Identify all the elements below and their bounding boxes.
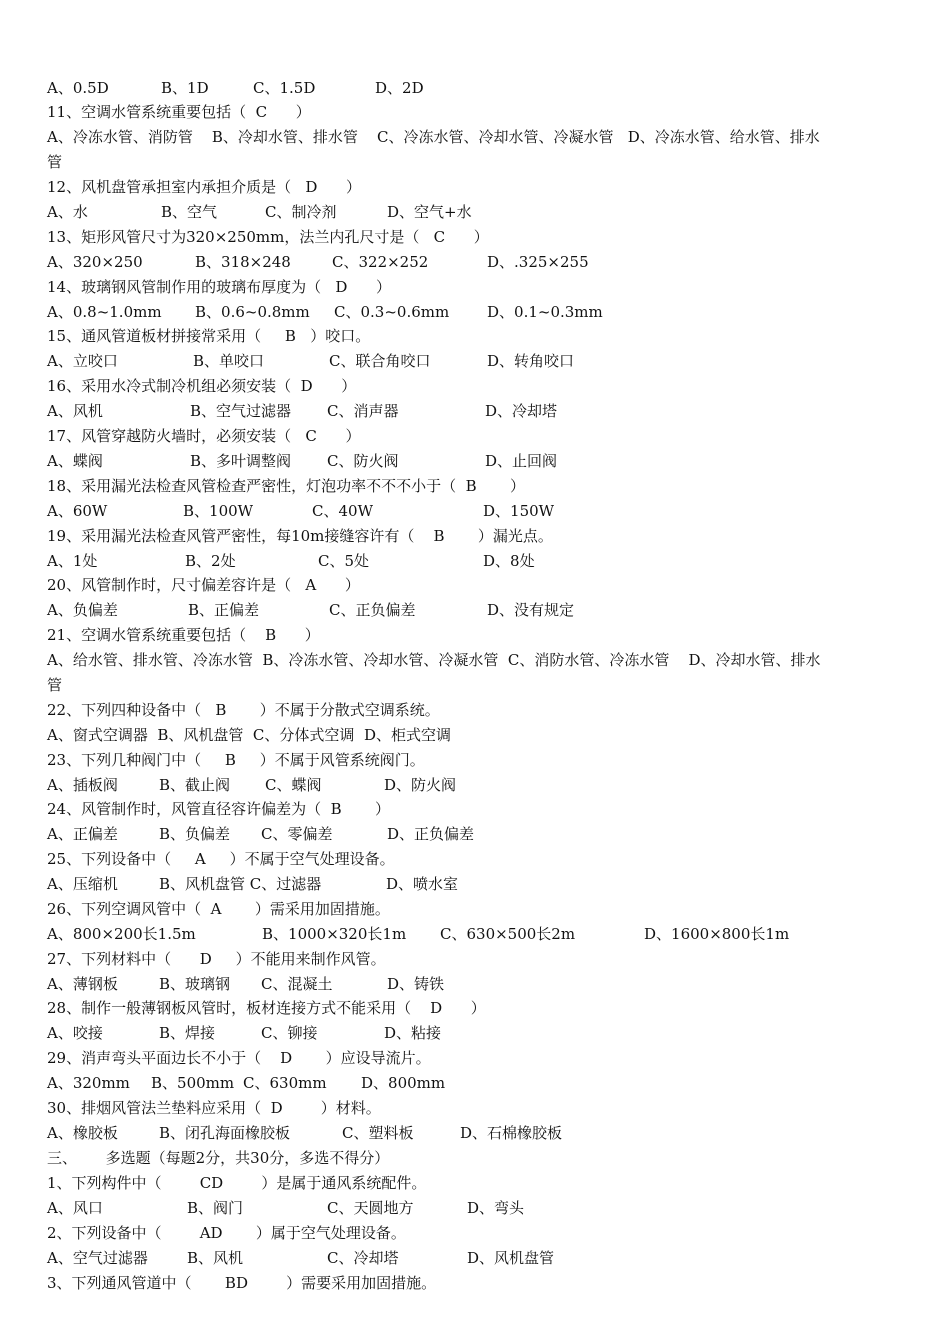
option-text: A、立咬口 — [47, 352, 118, 370]
option-text: A、正偏差 — [47, 825, 118, 843]
option-text: D、.325×255 — [487, 253, 589, 271]
question-text: 1、下列构件中（ CD ）是属于通风系统配件。 — [47, 1174, 427, 1192]
option-text: D、8处 — [483, 552, 535, 570]
question-text: 24、风管制作时，风管直径容许偏差为（ B ） — [47, 800, 391, 818]
text-line: 三、 多选题（每题2分，共30分，多选不得分） — [47, 1149, 390, 1167]
option-text: D、150W — [483, 502, 555, 520]
option-text: A、320mm — [47, 1074, 130, 1092]
option-text: B、空气 — [161, 203, 218, 221]
option-text: C、天圆地方 — [327, 1199, 414, 1217]
option-text: B、多叶调整阀 — [190, 452, 292, 470]
option-text: D、1600×800长1m — [644, 925, 790, 943]
option-text: B、截止阀 — [159, 776, 231, 794]
option-text: B、1D — [161, 79, 209, 97]
option-text: A、0.8~1.0mm — [47, 303, 162, 321]
question-text: 12、风机盘管承担室内承担介质是（ D ） — [47, 178, 362, 196]
question-text: 20、风管制作时，尺寸偏差容许是（ A ） — [47, 576, 360, 594]
question-text: 11、空调水管系统重要包括（ C ） — [47, 103, 311, 121]
question-text: 14、玻璃钢风管制作用的玻璃布厚度为（ D ） — [47, 278, 392, 296]
option-text: C、联合角咬口 — [329, 352, 431, 370]
question-text: 15、通风管道板材拼接常采用（ B ）咬口。 — [47, 327, 371, 345]
option-text: B、500mm — [151, 1074, 235, 1092]
option-text: C、冷却塔 — [327, 1249, 399, 1267]
option-text: D、空气+水 — [387, 203, 472, 221]
option-text: A、1处 — [47, 552, 98, 570]
option-text: B、100W — [183, 502, 254, 520]
question-text: 30、排烟风管法兰垫料应采用（ D ）材料。 — [47, 1099, 381, 1117]
option-text: C、322×252 — [332, 253, 429, 271]
option-text: C、消声器 — [327, 402, 399, 420]
option-text: C、混凝土 — [261, 975, 333, 993]
question-text: 3、下列通风管道中（ BD ）需要采用加固措施。 — [47, 1274, 437, 1292]
option-text: A、800×200长1.5m — [47, 925, 196, 943]
option-text: D、防火阀 — [384, 776, 457, 794]
option-text: B、焊接 — [159, 1024, 216, 1042]
option-text: C、蝶阀 — [265, 776, 322, 794]
option-text: B、318×248 — [195, 253, 291, 271]
option-text: D、冷却塔 — [485, 402, 558, 420]
option-text: D、转角咬口 — [487, 352, 575, 370]
option-text: D、800mm — [361, 1074, 446, 1092]
option-text: A、咬接 — [47, 1024, 103, 1042]
option-text: A、压缩机 — [47, 875, 118, 893]
option-text: C、40W — [312, 502, 373, 520]
option-text: D、风机盘管 — [467, 1249, 555, 1267]
option-text: A、0.5D — [47, 79, 109, 97]
option-text: B、单咬口 — [193, 352, 265, 370]
option-text: B、风机 — [187, 1249, 244, 1267]
option-text: A、蝶阀 — [47, 452, 103, 470]
option-text: B、2处 — [185, 552, 236, 570]
option-text: C、塑料板 — [342, 1124, 414, 1142]
option-text: B、风机盘管 C、过滤器 — [159, 875, 322, 893]
option-text: D、石棉橡胶板 — [460, 1124, 563, 1142]
option-text: A、插板阀 — [47, 776, 118, 794]
question-text: 26、下列空调风管中（ A ）需采用加固措施。 — [47, 900, 390, 918]
option-text: D、2D — [375, 79, 424, 97]
option-text: D、铸铁 — [387, 975, 445, 993]
option-text: D、弯头 — [467, 1199, 525, 1217]
option-text: A、风口 — [47, 1199, 103, 1217]
option-text: C、5处 — [318, 552, 370, 570]
question-text: 16、采用水冷式制冷机组必须安装（ D ） — [47, 377, 357, 395]
question-text: 21、空调水管系统重要包括（ B ） — [47, 626, 320, 644]
option-text: A、水 — [47, 203, 88, 221]
option-text: C、1.5D — [253, 79, 316, 97]
text-line: 管 — [47, 153, 63, 171]
question-text: 19、采用漏光法检查风管严密性，每10m接缝容许有（ B ）漏光点。 — [47, 527, 553, 545]
option-text: D、止回阀 — [485, 452, 558, 470]
option-text: B、负偏差 — [159, 825, 231, 843]
option-text: B、0.6~0.8mm — [195, 303, 310, 321]
question-text: 27、下列材料中（ D ）不能用来制作风管。 — [47, 950, 386, 968]
option-text: A、空气过滤器 — [47, 1249, 148, 1267]
text-line: 管 — [47, 676, 63, 694]
option-text: B、玻璃钢 — [159, 975, 231, 993]
option-text: A、负偏差 — [47, 601, 118, 619]
option-text: A、橡胶板 — [47, 1124, 118, 1142]
text-line: A、冷冻水管、消防管 B、冷却水管、排水管 C、冷冻水管、冷却水管、冷凝水管 D、冷冻水管、给水管、排水 — [47, 128, 820, 146]
question-text: 29、消声弯头平面边长不小于（ D ）应设导流片。 — [47, 1049, 431, 1067]
option-text: C、铆接 — [261, 1024, 318, 1042]
option-text: D、0.1~0.3mm — [487, 303, 603, 321]
text-line: A、窗式空调器 B、风机盘管 C、分体式空调 D、柜式空调 — [47, 726, 451, 744]
option-text: A、320×250 — [47, 253, 143, 271]
option-text: B、1000×320长1m — [262, 925, 407, 943]
option-text: C、0.3~0.6mm — [334, 303, 450, 321]
question-text: 22、下列四种设备中（ B ）不属于分散式空调系统。 — [47, 701, 440, 719]
option-text: B、正偏差 — [188, 601, 260, 619]
question-text: 28、制作一般薄钢板风管时，板材连接方式不能采用（ D ） — [47, 999, 486, 1017]
option-text: C、制冷剂 — [265, 203, 337, 221]
option-text: B、闭孔海面橡胶板 — [159, 1124, 291, 1142]
option-text: A、风机 — [47, 402, 103, 420]
option-text: C、630mm — [243, 1074, 327, 1092]
option-text: D、粘接 — [384, 1024, 442, 1042]
question-text: 17、风管穿越防火墙时，必须安装（ C ） — [47, 427, 361, 445]
question-text: 23、下列几种阀门中（ B ）不属于风管系统阀门。 — [47, 751, 425, 769]
text-line: A、给水管、排水管、冷冻水管 B、冷冻水管、冷却水管、冷凝水管 C、消防水管、冷冻水管 D、冷却水管、排水 — [47, 651, 821, 669]
option-text: D、正负偏差 — [387, 825, 475, 843]
option-text: A、薄钢板 — [47, 975, 118, 993]
option-text: D、没有规定 — [487, 601, 575, 619]
question-text: 18、采用漏光法检查风管检查严密性，灯泡功率不不不小于（ B ） — [47, 477, 526, 495]
option-text: C、零偏差 — [261, 825, 333, 843]
question-text: 25、下列设备中（ A ）不属于空气处理设备。 — [47, 850, 395, 868]
option-text: D、喷水室 — [386, 875, 459, 893]
option-text: C、630×500长2m — [440, 925, 576, 943]
question-text: 2、下列设备中（ AD ）属于空气处理设备。 — [47, 1224, 406, 1242]
option-text: B、空气过滤器 — [190, 402, 292, 420]
option-text: A、60W — [47, 502, 108, 520]
option-text: C、防火阀 — [327, 452, 399, 470]
question-text: 13、矩形风管尺寸为320×250mm，法兰内孔尺寸是（ C ） — [47, 228, 489, 246]
option-text: C、正负偏差 — [329, 601, 416, 619]
option-text: B、阀门 — [187, 1199, 244, 1217]
